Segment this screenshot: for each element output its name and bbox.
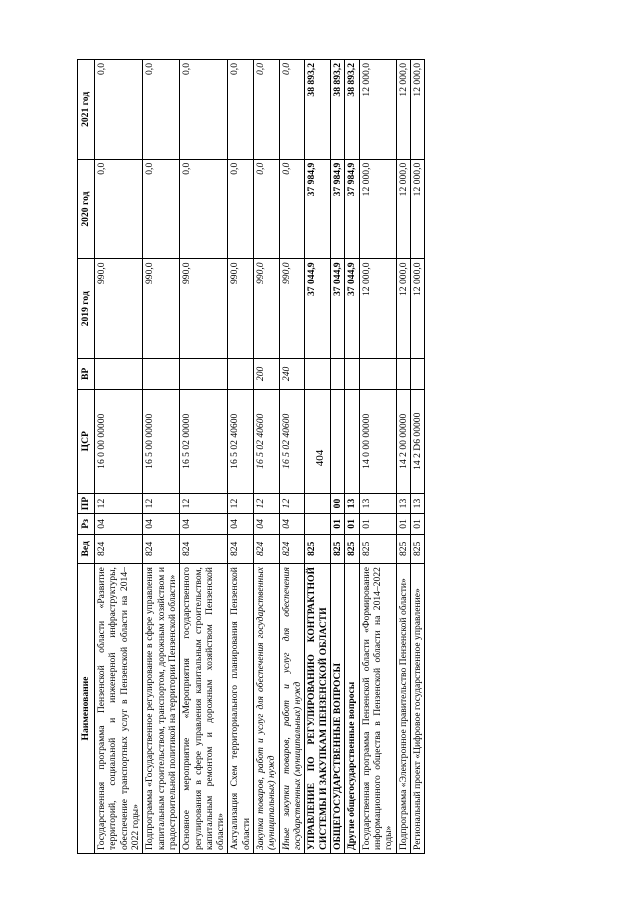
row-rz: 01 <box>396 514 410 534</box>
row-rz: 04 <box>279 514 305 534</box>
row-csr: 14 2 00 00000 <box>396 389 410 493</box>
row-2020: 37 984,9 <box>330 159 344 259</box>
row-csr: 16 5 02 40600 <box>228 389 254 493</box>
row-2019: 990,0 <box>254 259 280 359</box>
row-name: Государственная программа Пензенской области «Формирование информационного общества в Пензенской области на 2014–2022 годы» <box>359 564 396 854</box>
row-name: Закупка товаров, работ и услуг для обеспечения государственных (муниципальных) нужд <box>254 564 280 854</box>
row-2019: 990,0 <box>95 259 143 359</box>
budget-table-container <box>77 59 557 854</box>
row-pr: 00 <box>330 493 344 513</box>
row-2020: 0,0 <box>279 159 305 259</box>
row-2019: 990,0 <box>279 259 305 359</box>
table-row <box>359 60 396 854</box>
row-vr <box>330 359 344 390</box>
row-2019: 37 044,9 <box>305 259 331 359</box>
row-pr: 13 <box>410 493 424 513</box>
row-2020: 37 984,9 <box>345 159 359 259</box>
row-2020: 12 000,0 <box>396 159 410 259</box>
row-csr <box>305 389 331 493</box>
row-csr: 16 5 00 00000 <box>143 389 180 493</box>
row-2021: 12 000,0 <box>396 60 410 160</box>
header-2021: 2021 год <box>78 60 95 160</box>
row-vr <box>95 359 143 390</box>
row-2019: 37 044,9 <box>345 259 359 359</box>
row-2019: 990,0 <box>143 259 180 359</box>
row-2021: 38 893,2 <box>305 60 331 160</box>
header-2019: 2019 год <box>78 259 95 359</box>
row-2021: 0,0 <box>254 60 280 160</box>
row-rz: 01 <box>410 514 424 534</box>
row-2019: 990,0 <box>228 259 254 359</box>
row-2020: 0,0 <box>254 159 280 259</box>
row-ved: 824 <box>95 534 143 563</box>
row-name: Актуализация Схем территориального планирования Пензенской области <box>228 564 254 854</box>
row-pr: 13 <box>359 493 396 513</box>
table-row <box>410 60 424 854</box>
row-2021: 12 000,0 <box>359 60 396 160</box>
row-name: Подпрограмма «Государственное регулирование в сфере управления капитальным строительством, транспортом, дорожным хозяйством и градостроительной политикой на территории Пензенской области» <box>143 564 180 854</box>
row-csr: 16 5 02 00000 <box>180 389 228 493</box>
row-rz: 01 <box>330 514 344 534</box>
table-row <box>345 60 359 854</box>
row-rz: 04 <box>143 514 180 534</box>
budget-table <box>77 59 425 854</box>
row-vr <box>396 359 410 390</box>
row-2019: 12 000,0 <box>396 259 410 359</box>
row-name: Подпрограмма «Электронное правительство Пензенской области» <box>396 564 410 854</box>
row-vr <box>305 359 331 390</box>
row-2021: 38 893,2 <box>345 60 359 160</box>
row-vr <box>228 359 254 390</box>
row-rz: 04 <box>228 514 254 534</box>
row-csr <box>330 389 344 493</box>
table-row <box>228 60 254 854</box>
row-2019: 12 000,0 <box>359 259 396 359</box>
row-ved: 825 <box>359 534 396 563</box>
row-2019: 12 000,0 <box>410 259 424 359</box>
row-2021: 38 893,2 <box>330 60 344 160</box>
row-2021: 0,0 <box>143 60 180 160</box>
row-csr: 16 5 02 40600 <box>279 389 305 493</box>
row-name: УПРАВЛЕНИЕ ПО РЕГУЛИРОВАНИЮ КОНТРАКТНОЙ СИСТЕМЫ И ЗАКУПКАМ ПЕНЗЕНСКОЙ ОБЛАСТИ <box>305 564 331 854</box>
row-ved: 825 <box>410 534 424 563</box>
row-rz: 04 <box>180 514 228 534</box>
row-pr: 13 <box>345 493 359 513</box>
row-ved: 825 <box>345 534 359 563</box>
row-name: Государственная программа Пензенской области «Развитие территорий, социальной и инженерной инфраструктуры, обеспечение транспортных услуг в Пензенской области на 2014–2022 годы» <box>95 564 143 854</box>
table-row <box>330 60 344 854</box>
row-vr <box>180 359 228 390</box>
row-2021: 0,0 <box>228 60 254 160</box>
row-vr <box>410 359 424 390</box>
row-rz: 04 <box>95 514 143 534</box>
row-2020: 0,0 <box>180 159 228 259</box>
header-csr: ЦСР <box>78 389 95 493</box>
row-pr: 12 <box>228 493 254 513</box>
row-vr: 240 <box>279 359 305 390</box>
row-2020: 0,0 <box>95 159 143 259</box>
row-ved: 824 <box>180 534 228 563</box>
row-rz: 04 <box>254 514 280 534</box>
header-2020: 2020 год <box>78 159 95 259</box>
row-ved: 824 <box>228 534 254 563</box>
row-2021: 0,0 <box>95 60 143 160</box>
table-header-row <box>78 60 95 854</box>
row-csr <box>345 389 359 493</box>
header-rz: Рз <box>78 514 95 534</box>
table-row <box>396 60 410 854</box>
table-row <box>143 60 180 854</box>
row-2020: 0,0 <box>228 159 254 259</box>
row-name: Иные закупки товаров, работ и услуг для обеспечения государственных (муниципальных) нужд <box>279 564 305 854</box>
row-2021: 12 000,0 <box>410 60 424 160</box>
row-name: Основное мероприятие «Мероприятия государственного регулирования в сфере управления капитальным строительством, капитальным ремонтом и дорожным хозяйством Пензенской области» <box>180 564 228 854</box>
row-2021: 0,0 <box>279 60 305 160</box>
row-pr: 13 <box>396 493 410 513</box>
row-vr <box>345 359 359 390</box>
row-ved: 824 <box>279 534 305 563</box>
table-row <box>254 60 280 854</box>
table-row <box>180 60 228 854</box>
row-name: Другие общегосударственные вопросы <box>345 564 359 854</box>
table-row <box>279 60 305 854</box>
row-2019: 990,0 <box>180 259 228 359</box>
table-row <box>305 60 331 854</box>
row-csr: 16 0 00 00000 <box>95 389 143 493</box>
row-csr: 14 0 00 00000 <box>359 389 396 493</box>
row-name: Региональный проект «Цифровое государственное управление» <box>410 564 424 854</box>
row-2020: 12 000,0 <box>410 159 424 259</box>
row-2020: 37 984,9 <box>305 159 331 259</box>
row-ved: 825 <box>330 534 344 563</box>
row-pr: 12 <box>143 493 180 513</box>
table-row <box>95 60 143 854</box>
row-csr: 16 5 02 40600 <box>254 389 280 493</box>
row-rz <box>305 514 331 534</box>
header-pr: ПР <box>78 493 95 513</box>
header-name: Наименование <box>78 564 95 854</box>
row-vr <box>143 359 180 390</box>
row-rz: 01 <box>345 514 359 534</box>
row-vr <box>359 359 396 390</box>
row-pr: 12 <box>279 493 305 513</box>
row-2020: 12 000,0 <box>359 159 396 259</box>
row-rz: 01 <box>359 514 396 534</box>
page-number: 404 <box>314 449 326 467</box>
row-csr: 14 2 D6 00000 <box>410 389 424 493</box>
row-pr: 12 <box>254 493 280 513</box>
row-2019: 37 044,9 <box>330 259 344 359</box>
row-name: ОБЩЕГОСУДАРСТВЕННЫЕ ВОПРОСЫ <box>330 564 344 854</box>
row-vr: 200 <box>254 359 280 390</box>
row-ved: 824 <box>254 534 280 563</box>
row-pr: 12 <box>180 493 228 513</box>
row-ved: 825 <box>396 534 410 563</box>
row-ved: 825 <box>305 534 331 563</box>
row-2021: 0,0 <box>180 60 228 160</box>
row-2020: 0,0 <box>143 159 180 259</box>
row-ved: 824 <box>143 534 180 563</box>
row-pr <box>305 493 331 513</box>
header-vr: ВР <box>78 359 95 390</box>
row-pr: 12 <box>95 493 143 513</box>
header-ved: Вед <box>78 534 95 563</box>
